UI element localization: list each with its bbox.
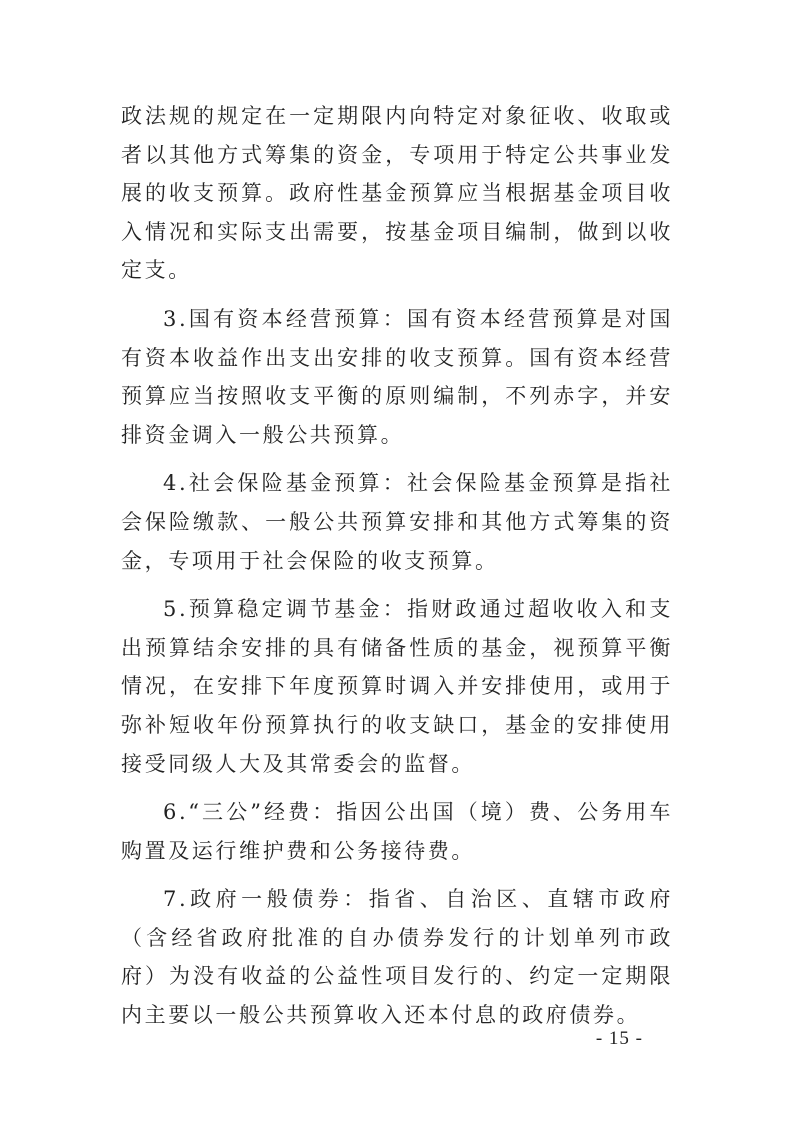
paragraph-item-7: 7.政府一般债券：指省、自治区、直辖市政府（含经省政府批准的自办债券发行的计划单列市政府）为没有收益的公益性项目发行的、约定一定期限内主要以一般公共预算收入还本付息的政府债券。 xyxy=(121,887,673,1028)
paragraph-item-3: 3.国有资本经营预算：国有资本经营预算是对国有资本收益作出支出安排的收支预算。国有资本经营预算应当按照收支平衡的原则编制，不列赤字，并安排资金调入一般公共预算。 xyxy=(121,306,673,447)
paragraph-item-6: 6.“三公”经费：指因公出国（境）费、公务用车购置及运行维护费和公务接待费。 xyxy=(121,800,673,863)
body-text xyxy=(121,97,673,1045)
paragraph-item-4: 4.社会保险基金预算：社会保险基金预算是指社会保险缴款、一般公共预算安排和其他方式筹集的资金，专项用于社会保险的收支预算。 xyxy=(121,471,673,573)
paragraph-item-5: 5.预算稳定调节基金：指财政通过超收收入和支出预算结余安排的具有储备性质的基金，视预算平衡情况，在安排下年度预算时调入并安排使用，或用于弥补短收年份预算执行的收支缺口，基金的安排使用接受同级人大及其常委会的监督。 xyxy=(121,597,673,776)
page-number: - 15 - xyxy=(595,1028,643,1049)
paragraph-continuation: 政法规的规定在一定期限内向特定对象征收、收取或者以其他方式筹集的资金，专项用于特定公共事业发展的收支预算。政府性基金预算应当根据基金项目收入情况和实际支出需要，按基金项目编制，做到以收定支。 xyxy=(121,104,673,283)
